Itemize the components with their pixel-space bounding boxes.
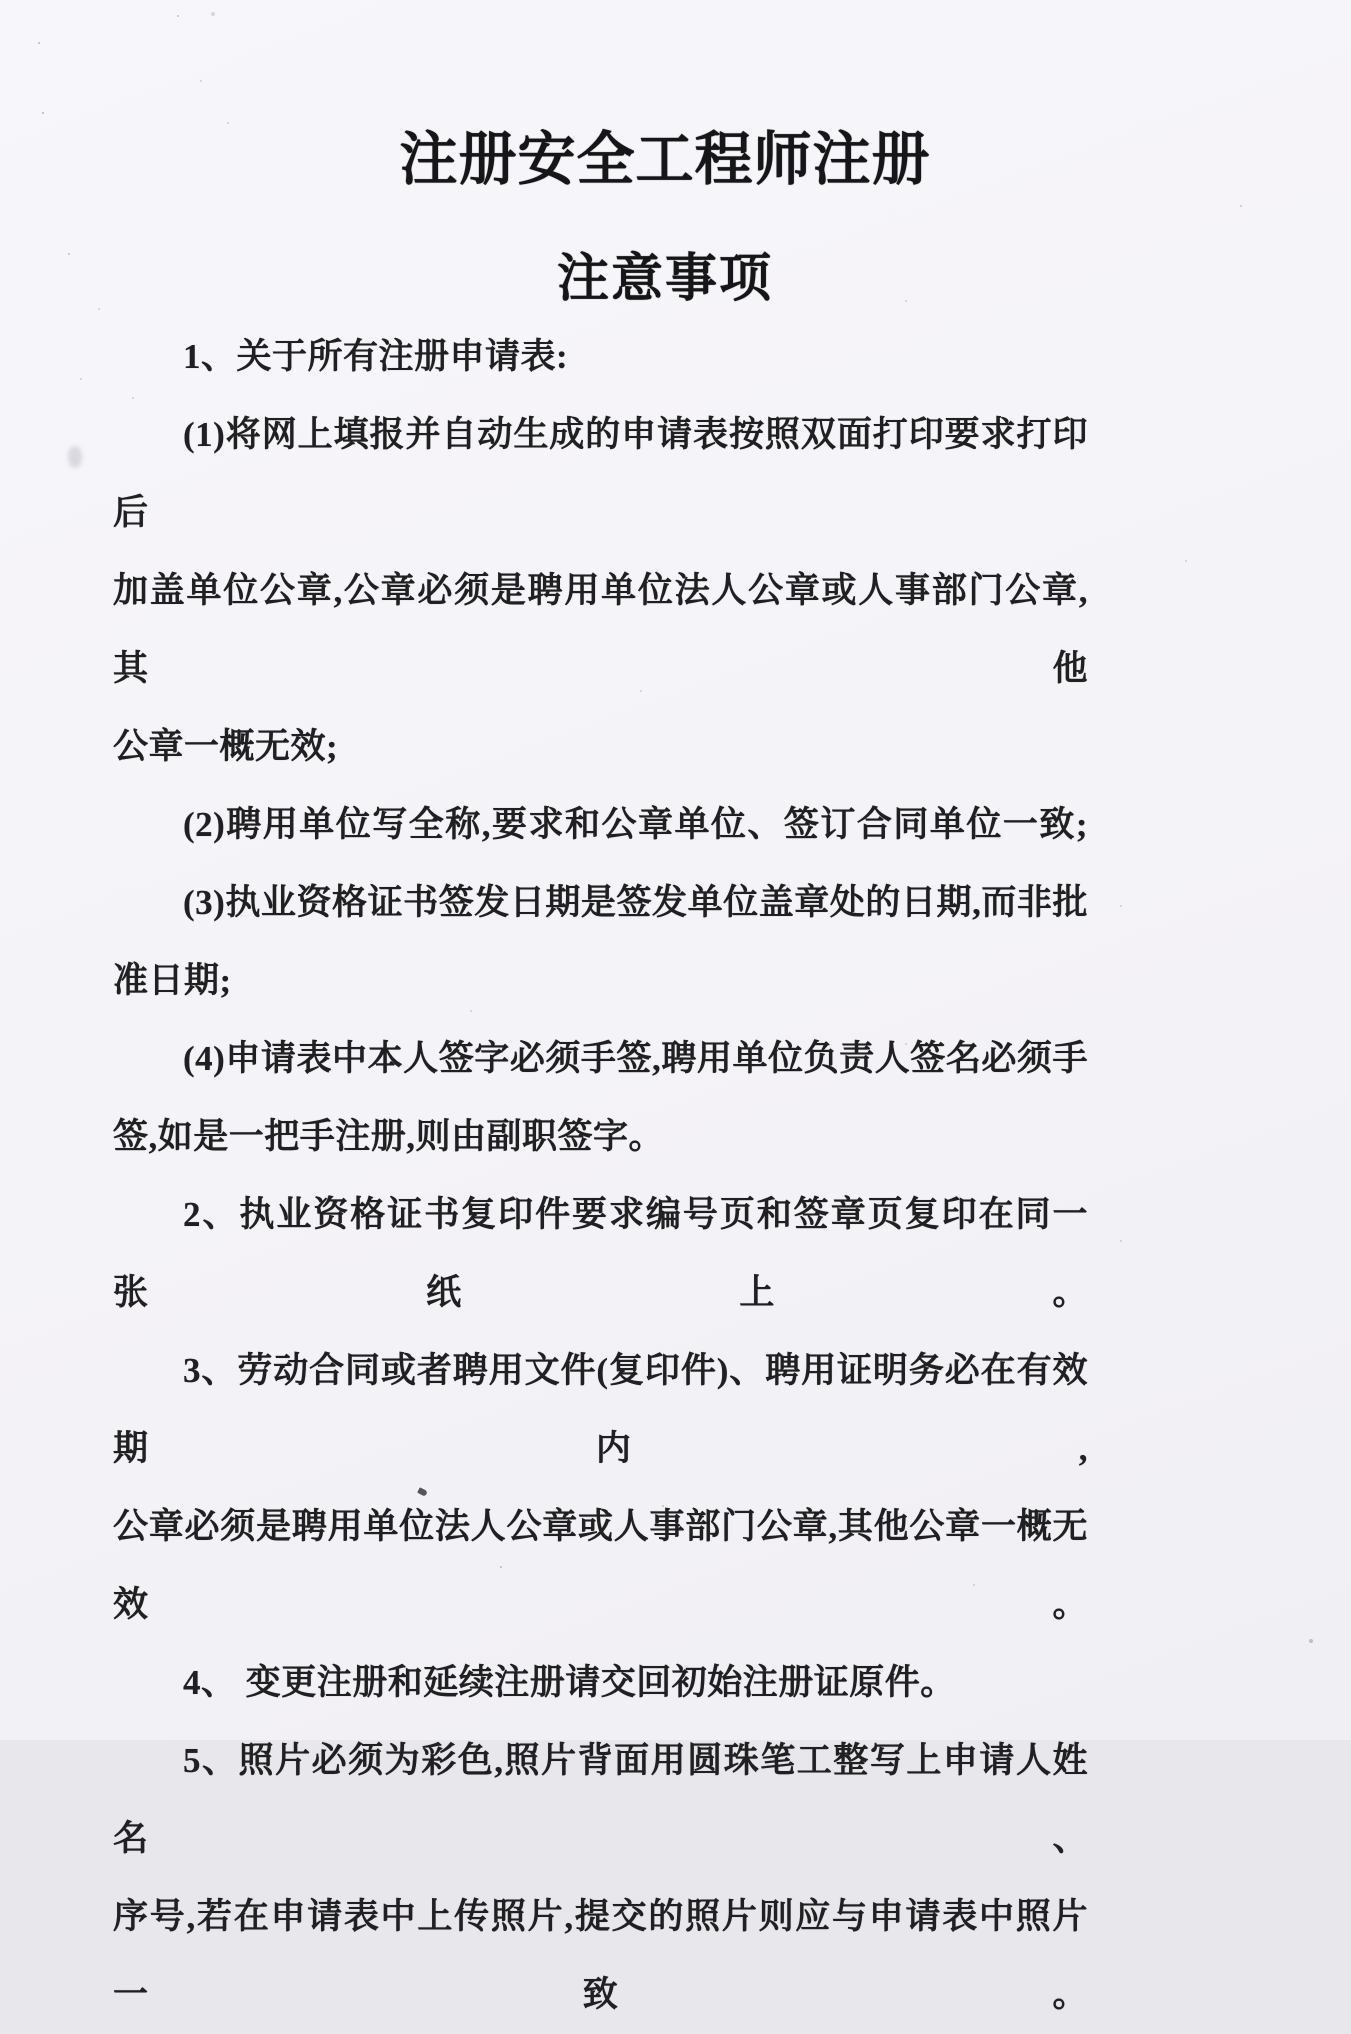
document-body — [113, 318, 1088, 2034]
scan-smudge — [68, 446, 82, 468]
scan-dust-specks — [0, 0, 2, 2]
document-line: 4、 变更注册和延续注册请交回初始注册证原件。 — [183, 1663, 956, 1702]
document-line: 1、关于所有注册申请表: — [183, 337, 569, 376]
document-line: (4)申请表中本人签字必须手签,聘用单位负责人签名必须手 — [183, 1039, 1088, 1078]
document-line: 加盖单位公章,公章必须是聘用单位法人公章或人事部门公章,其他 — [113, 571, 1088, 688]
document-line: 公章必须是聘用单位法人公章或人事部门公章,其他公章一概无效。 — [113, 1507, 1088, 1624]
document-title-block — [0, 112, 1330, 311]
document-line: 5、照片必须为彩色,照片背面用圆珠笔工整写上申请人姓名、 — [113, 1741, 1088, 1858]
document-line: 准日期; — [113, 961, 232, 1000]
document-line: 公章一概无效; — [113, 727, 339, 766]
document-line: (2)聘用单位写全称,要求和公章单位、签订合同单位一致; — [183, 805, 1088, 844]
document-line: (3)执业资格证书签发日期是签发单位盖章处的日期,而非批 — [183, 883, 1088, 922]
document-line: 2、执业资格证书复印件要求编号页和签章页复印在同一张纸上。 — [113, 1195, 1088, 1312]
document-title-line2: 注意事项 — [556, 251, 773, 308]
document-title-line1: 注册安全工程师注册 — [399, 127, 931, 192]
document-line: 签,如是一把手注册,则由副职签字。 — [113, 1117, 665, 1156]
document-line: (1)将网上填报并自动生成的申请表按照双面打印要求打印后 — [113, 415, 1088, 532]
document-line: 序号,若在申请表中上传照片,提交的照片则应与申请表中照片一致。 — [113, 1897, 1088, 2014]
document-line: 3、劳动合同或者聘用文件(复印件)、聘用证明务必在有效期内, — [113, 1351, 1088, 1468]
